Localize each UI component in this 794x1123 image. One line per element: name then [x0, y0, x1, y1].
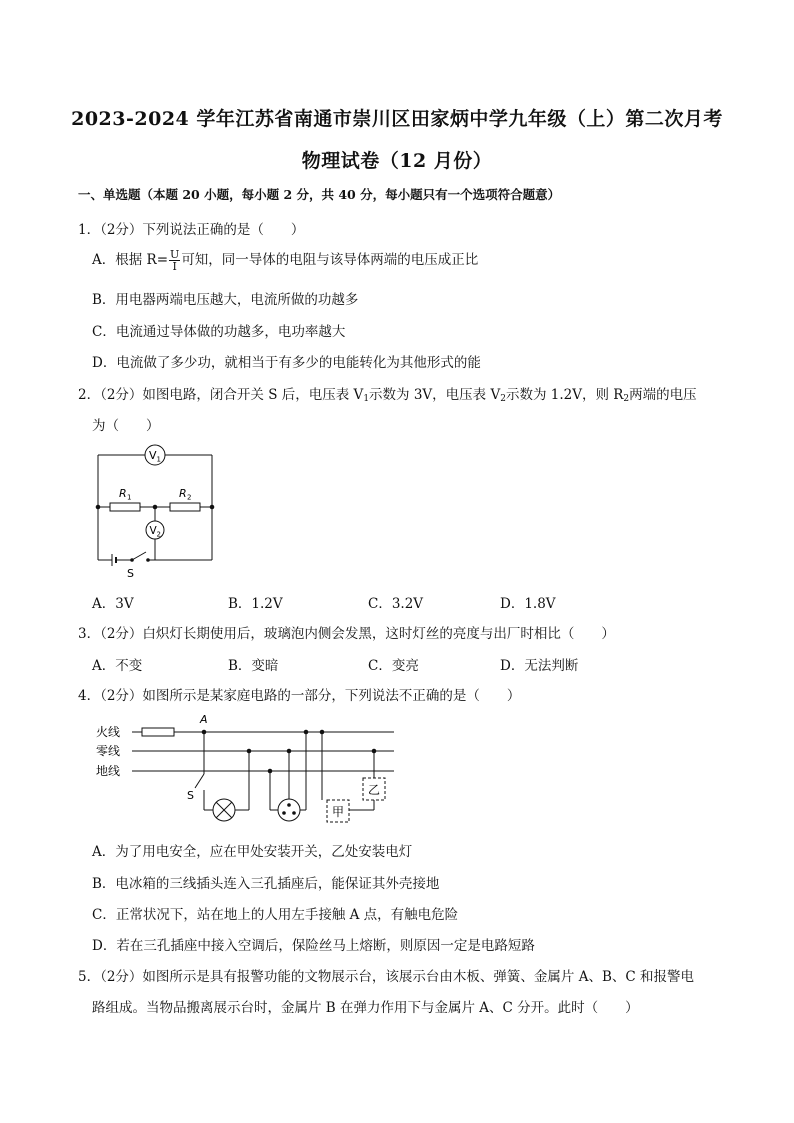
fraction-u-over-i [169, 249, 180, 272]
switch-pivot [130, 558, 134, 562]
subscript: 2 [500, 394, 506, 404]
r2-label-sub: 2 [187, 493, 192, 502]
junction-dot [202, 730, 207, 735]
junction-dot [210, 505, 215, 510]
household-circuit-diagram [92, 710, 402, 832]
exam-title-line1: 2023-2024 学年江苏省南通市崇川区田家炳中学九年级（上）第二次月考 [71, 108, 723, 130]
subscript: 1 [363, 394, 370, 404]
junction-dot [96, 505, 101, 510]
v1-label-sub: 1 [156, 455, 161, 464]
socket-hole [292, 811, 296, 815]
q2-option-b: B．1.2V [228, 596, 283, 612]
live-wire-label: 火线 [96, 725, 121, 739]
q4-option-b: B．电冰箱的三线插头连入三孔插座后，能保证其外壳接地 [92, 876, 440, 892]
q5-stem-line1: 5．（2分）如图所示是具有报警功能的文物展示台，该展示台由木板、弹簧、金属片 A、B、C 和报警电 [78, 969, 695, 985]
exam-title-line2: 物理试卷（12 月份） [301, 150, 493, 172]
socket-hole [287, 803, 291, 807]
q1-option-a [92, 248, 478, 272]
junction-dot [304, 730, 309, 735]
q3-option-a: A．不变 [92, 658, 143, 674]
subscript: 2 [623, 394, 630, 404]
q2-option-a: A．3V [92, 596, 134, 612]
q2-stem-part: 示数为 1.2V，则 R [505, 387, 624, 403]
series-circuit-diagram [90, 440, 220, 580]
q2-option-c: C．3.2V [368, 596, 424, 612]
position-yi-label: 乙 [368, 783, 381, 797]
junction-dot [372, 749, 377, 754]
q4-option-a: A．为了用电安全，应在甲处安装开关，乙处安装电灯 [92, 844, 413, 860]
switch-label: S [187, 789, 194, 802]
switch-label: S [127, 567, 134, 580]
socket-hole [282, 811, 286, 815]
q3-stem: 3．（2分）白炽灯长期使用后，玻璃泡内侧会发黑，这时灯丝的亮度与出厂时相比（ ） [78, 626, 615, 642]
r1-label-sub: 1 [127, 493, 132, 502]
junction-dot [247, 749, 252, 754]
q4-stem: 4．（2分）如图所示是某家庭电路的一部分，下列说法不正确的是（ ） [78, 688, 521, 704]
neutral-wire-label: 零线 [96, 744, 121, 758]
q3-option-c: C．变亮 [368, 658, 419, 674]
q1-option-a-prefix: A．根据 R= [92, 252, 169, 268]
ground-wire-label: 地线 [96, 764, 121, 778]
q2-stem-part: 2．（2分）如图电路，闭合开关 S 后，电压表 V [78, 387, 364, 403]
switch-contact [146, 558, 150, 562]
position-jia-label: 甲 [332, 805, 345, 819]
fraction-denominator: I [172, 260, 177, 273]
q3-option-d: D．无法判断 [500, 658, 579, 674]
fraction-numerator: U [170, 248, 180, 261]
junction-dot [153, 505, 158, 510]
q2-option-d: D．1.8V [500, 596, 556, 612]
junction-dot [320, 730, 325, 735]
v1-label: V [149, 449, 157, 462]
q2-options [92, 592, 556, 612]
q1-option-b: B．用电器两端电压越大，电流所做的功越多 [92, 292, 359, 308]
q1-option-c: C．电流通过导体做的功越多，电功率越大 [92, 324, 346, 340]
q1-option-a-suffix: 可知，同一导体的电阻与该导体两端的电压成正比 [181, 252, 479, 268]
v2-label-sub: 2 [156, 530, 161, 539]
section-heading: 一、单选题（本题 20 小题，每小题 2 分，共 40 分，每小题只有一个选项符合题意） [78, 187, 561, 202]
q5-stem-line2: 路组成。当物品搬离展示台时，金属片 B 在弹力作用下与金属片 A、C 分开。此时（ ） [92, 1000, 639, 1016]
q2-stem-continued: 为（ ） [92, 418, 160, 434]
r1-label: R [119, 487, 127, 500]
q4-option-d: D．若在三孔插座中接入空调后，保险丝马上熔断，则原因一定是电路短路 [92, 938, 535, 954]
q1-stem: 1．（2分）下列说法正确的是（ ） [78, 222, 305, 238]
q4-option-c: C．正常状况下，站在地上的人用左手接触 A 点，有触电危险 [92, 907, 459, 923]
q3-options [92, 654, 578, 674]
q2-stem [78, 383, 697, 404]
junction-dot [287, 749, 292, 754]
junction-dot [268, 769, 273, 774]
q3-option-b: B．变暗 [228, 658, 279, 674]
point-a-label: A [200, 713, 208, 726]
v2-label: V [149, 525, 157, 537]
q2-stem-part: 两端的电压 [629, 387, 697, 403]
q1-option-d: D．电流做了多少功，就相当于有多少的电能转化为其他形式的能 [92, 355, 481, 371]
q2-stem-part: 示数为 3V，电压表 V [369, 387, 501, 403]
r2-label: R [179, 487, 187, 500]
